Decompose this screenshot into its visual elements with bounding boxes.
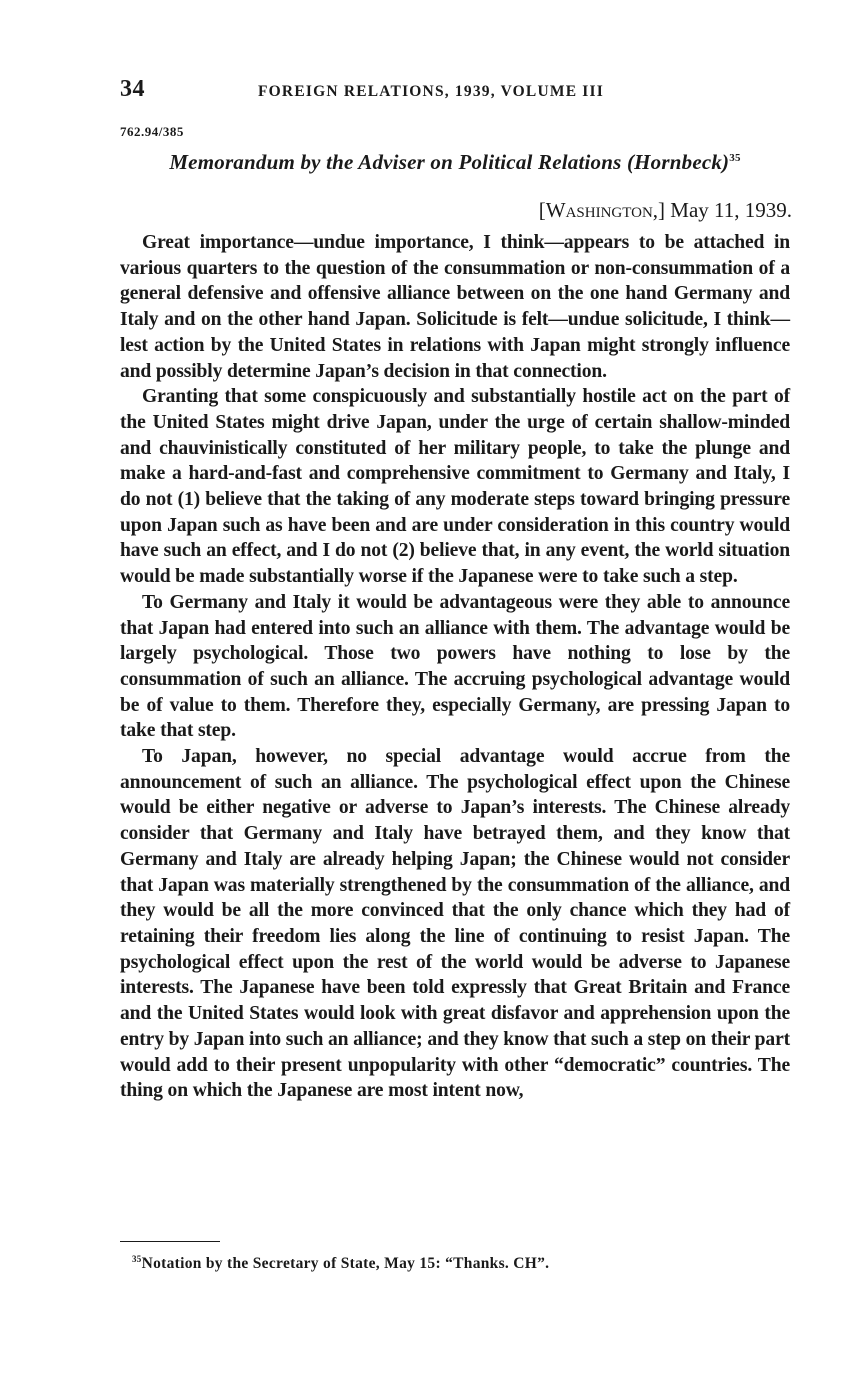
paragraph: To Japan, however, no special advantage would accrue from the announcement of such an alliance. The psychological effect upon the Chinese would be either negative or adverse to Japan’s interests. The Chinese already consider that Germany and Italy have betrayed them, and they know that Germany and Italy are already helping Japan; the Chinese would not consider that Japan was materially strengthened by the consummation of the alliance, and they would be all the more convinced that the only chance which they had of retaining their freedom lies along the line of continuing to resist Japan. The psychological effect upon the rest of the world would be adverse to Japanese interests. The Japanese have been told expressly that Great Britain and France and the United States would look with great disfavor and apprehension upon the entry by Japan into such an alliance; and they know that such a step on their part would add to their present unpopularity with other “democratic” countries. The thing on which the Japanese are most intent now, (120, 746, 790, 1102)
dateline-date: May 11, 1939. (670, 198, 792, 222)
paragraph: Great importance—undue importance, I think—appears to be attached in various quarters to the question of the consummation or non-consummation of a general defensive and offensive alliance between on the one hand Germany and Italy and on the other hand Japan. Solicitude is felt—undue solicitude, I think—lest action by the United States in relations with Japan might strongly influence and possibly determine Japan’s decision in that connection. (120, 232, 790, 382)
page-number: 34 (120, 76, 145, 102)
dateline (539, 198, 792, 223)
dateline-place: [Washington,] (538, 198, 666, 222)
title-footnote-ref: 35 (729, 152, 741, 164)
footnote (132, 1254, 782, 1273)
footnote-text: Notation by the Secretary of State, May 15: “Thanks. CH”. (141, 1255, 550, 1273)
file-number: 762.94/385 (120, 124, 184, 139)
paragraph: Granting that some conspicuously and substantially hostile act on the part of the United States might drive Japan, under the urge of certain shallow-minded and chauvinistically constituted of her military people, to take the plunge and make a hard-and-fast and comprehensive commitment to Germany and Italy, I do not (1) believe that the taking of any moderate steps toward bringing pressure upon Japan such as have been and are under consideration in this country would have such an effect, and I do not (2) believe that, in any event, the world situation would be made substantially worse if the Japanese were to take such a step. (120, 386, 790, 588)
document-title (120, 150, 790, 175)
document-title-text: Memorandum by the Adviser on Political Relations (Hornbeck) (169, 150, 730, 174)
footnote-divider (120, 1241, 220, 1242)
running-head: FOREIGN RELATIONS, 1939, VOLUME III (258, 83, 604, 100)
footnote-number: 35 (132, 1254, 142, 1264)
paragraph: To Germany and Italy it would be advantageous were they able to announce that Japan had entered into such an alliance with them. The advantage would be largely psychological. Those two powers have nothing to lose by the consummation of such an alliance. The accruing psychological advantage would be of value to them. Therefore they, especially Germany, are pressing Japan to take that step. (120, 591, 790, 742)
memorandum-body (120, 230, 790, 1104)
page-header (120, 76, 790, 106)
